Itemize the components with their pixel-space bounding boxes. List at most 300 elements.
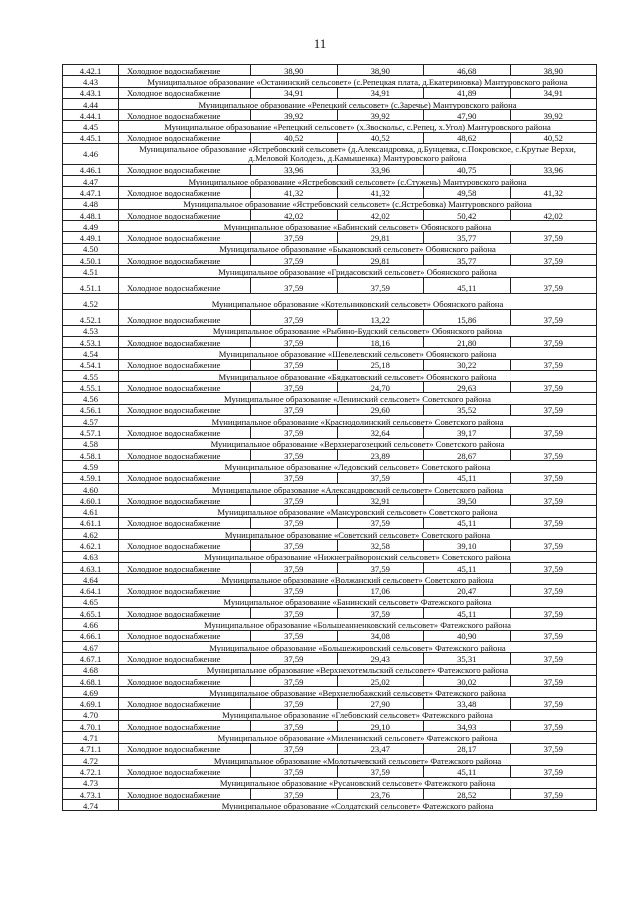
- row-code: 4.73.1: [63, 788, 119, 799]
- row-code: 4.43: [63, 76, 119, 87]
- tariff-value: 33,96: [251, 164, 338, 175]
- municipality-name: Муниципальное образование «Ленинский сельсовет» Советского района: [119, 393, 597, 404]
- tariff-value: 45,11: [424, 562, 511, 573]
- municipality-name: Муниципальное образование «Гридасовский сельсовет» Обоянского района: [119, 266, 597, 277]
- tariff-value: 37,59: [510, 336, 597, 347]
- municipality-heading-row: [63, 76, 597, 87]
- row-code: 4.74: [63, 800, 119, 811]
- tariff-value: 21,80: [424, 336, 511, 347]
- tariff-row: [63, 449, 597, 460]
- municipality-heading-row: [63, 732, 597, 743]
- row-code: 4.65.1: [63, 608, 119, 619]
- municipality-name: Муниципальное образование «Большеанненковский сельсовет» Фатежского района: [119, 619, 597, 630]
- tariff-row: [63, 382, 597, 393]
- municipality-name: Муниципальное образование «Краснодолинский сельсовет» Советского района: [119, 416, 597, 427]
- tariff-value: 37,59: [510, 562, 597, 573]
- municipality-heading-row: [63, 348, 597, 359]
- tariff-value: 41,32: [251, 187, 338, 198]
- municipality-name: Муниципальное образование «Ястребовский сельсовет» (с.Стужень) Мантуровского района: [119, 175, 597, 186]
- tariff-value: 27,90: [337, 698, 424, 709]
- service-name: Холодное водоснабжение: [119, 721, 251, 732]
- row-code: 4.73: [63, 777, 119, 788]
- tariff-value: 47,90: [424, 110, 511, 121]
- tariff-value: 37,59: [337, 766, 424, 777]
- tariff-value: 37,59: [337, 472, 424, 483]
- tariff-value: 33,48: [424, 698, 511, 709]
- tariff-value: 41,32: [337, 187, 424, 198]
- municipality-heading-row: [63, 687, 597, 698]
- service-name: Холодное водоснабжение: [119, 309, 251, 325]
- tariff-value: 17,06: [337, 585, 424, 596]
- row-code: 4.64: [63, 574, 119, 585]
- tariff-value: 20,47: [424, 585, 511, 596]
- row-code: 4.48: [63, 198, 119, 209]
- municipality-name: Муниципальное образование «Нижнеграйворонский сельсовет» Советского района: [119, 551, 597, 562]
- row-code: 4.71.1: [63, 743, 119, 754]
- municipality-heading-row: [63, 596, 597, 607]
- tariff-value: 42,02: [251, 209, 338, 220]
- tariff-value: 29,10: [337, 721, 424, 732]
- tariff-value: 35,52: [424, 404, 511, 415]
- tariff-value: 40,52: [251, 132, 338, 143]
- tariff-value: 37,59: [251, 540, 338, 551]
- municipality-name: Муниципальное образование «Волжанский сельсовет» Советского района: [119, 574, 597, 585]
- tariff-table: [62, 64, 597, 811]
- service-name: Холодное водоснабжение: [119, 608, 251, 619]
- tariff-value: 28,67: [424, 449, 511, 460]
- tariff-row: [63, 540, 597, 551]
- municipality-name: Муниципальное образование «Советский сельсовет» Советского района: [119, 528, 597, 539]
- row-code: 4.55.1: [63, 382, 119, 393]
- row-code: 4.51.1: [63, 277, 119, 293]
- tariff-value: 37,59: [251, 382, 338, 393]
- tariff-value: 42,02: [337, 209, 424, 220]
- tariff-value: 37,59: [510, 382, 597, 393]
- tariff-value: 37,59: [510, 698, 597, 709]
- municipality-name: Муниципальное образование «Миленинский сельсовет» Фатежского района: [119, 732, 597, 743]
- service-name: Холодное водоснабжение: [119, 255, 251, 266]
- row-code: 4.44.1: [63, 110, 119, 121]
- tariff-row: [63, 309, 597, 325]
- tariff-value: 23,47: [337, 743, 424, 754]
- row-code: 4.54.1: [63, 359, 119, 370]
- tariff-row: [63, 232, 597, 243]
- tariff-value: 28,17: [424, 743, 511, 754]
- service-name: Холодное водоснабжение: [119, 585, 251, 596]
- tariff-value: 45,11: [424, 766, 511, 777]
- row-code: 4.59: [63, 461, 119, 472]
- service-name: Холодное водоснабжение: [119, 630, 251, 641]
- page-number: 11: [313, 36, 327, 51]
- tariff-value: 37,59: [337, 517, 424, 528]
- row-code: 4.56.1: [63, 404, 119, 415]
- service-name: Холодное водоснабжение: [119, 164, 251, 175]
- tariff-value: 33,96: [337, 164, 424, 175]
- row-code: 4.51: [63, 266, 119, 277]
- tariff-value: 37,59: [251, 336, 338, 347]
- tariff-value: 37,59: [510, 255, 597, 266]
- tariff-value: 37,59: [510, 495, 597, 506]
- row-code: 4.44: [63, 98, 119, 109]
- tariff-value: 48,62: [424, 132, 511, 143]
- tariff-row: [63, 277, 597, 293]
- row-code: 4.68.1: [63, 675, 119, 686]
- tariff-value: 40,90: [424, 630, 511, 641]
- tariff-value: 37,59: [251, 562, 338, 573]
- municipality-name: Муниципальное образование «Банинский сельсовет» Фатежского района: [119, 596, 597, 607]
- tariff-value: 37,59: [251, 653, 338, 664]
- tariff-value: 37,59: [510, 540, 597, 551]
- tariff-value: 50,42: [424, 209, 511, 220]
- tariff-value: 25,02: [337, 675, 424, 686]
- municipality-heading-row: [63, 709, 597, 720]
- tariff-value: 29,63: [424, 382, 511, 393]
- row-code: 4.46: [63, 144, 119, 165]
- municipality-name: Муниципальное образование «Молотычевский сельсовет» Фатежского района: [119, 754, 597, 765]
- service-name: Холодное водоснабжение: [119, 232, 251, 243]
- tariff-value: 25,18: [337, 359, 424, 370]
- tariff-row: [63, 132, 597, 143]
- municipality-name: Муниципальное образование «Верхнерагозецкий сельсовет» Советского района: [119, 438, 597, 449]
- tariff-value: 37,59: [510, 232, 597, 243]
- tariff-value: 37,59: [510, 585, 597, 596]
- tariff-row: [63, 788, 597, 799]
- row-code: 4.64.1: [63, 585, 119, 596]
- tariff-value: 13,22: [337, 309, 424, 325]
- tariff-row: [63, 87, 597, 98]
- tariff-value: 39,50: [424, 495, 511, 506]
- tariff-value: 37,59: [337, 277, 424, 293]
- row-code: 4.50: [63, 243, 119, 254]
- row-code: 4.48.1: [63, 209, 119, 220]
- tariff-value: 45,11: [424, 472, 511, 483]
- row-code: 4.50.1: [63, 255, 119, 266]
- tariff-value: 38,90: [337, 65, 424, 76]
- tariff-value: 34,91: [337, 87, 424, 98]
- tariff-value: 37,59: [251, 255, 338, 266]
- tariff-value: 30,02: [424, 675, 511, 686]
- tariff-value: 37,59: [251, 608, 338, 619]
- tariff-value: 37,59: [510, 608, 597, 619]
- service-name: Холодное водоснабжение: [119, 540, 251, 551]
- row-code: 4.72: [63, 754, 119, 765]
- row-code: 4.49.1: [63, 232, 119, 243]
- tariff-value: 37,59: [251, 309, 338, 325]
- tariff-row: [63, 164, 597, 175]
- tariff-value: 37,59: [251, 788, 338, 799]
- tariff-value: 37,59: [510, 517, 597, 528]
- tariff-value: 37,59: [251, 517, 338, 528]
- tariff-value: 40,52: [510, 132, 597, 143]
- tariff-value: 23,89: [337, 449, 424, 460]
- municipality-heading-row: [63, 325, 597, 336]
- tariff-value: 35,31: [424, 653, 511, 664]
- tariff-value: 40,52: [337, 132, 424, 143]
- row-code: 4.71: [63, 732, 119, 743]
- municipality-name: Муниципальное образование «Солдатский сельсовет» Фатежского района: [119, 800, 597, 811]
- municipality-heading-row: [63, 144, 597, 165]
- tariff-value: 37,59: [251, 766, 338, 777]
- tariff-value: 37,59: [510, 309, 597, 325]
- service-name: Холодное водоснабжение: [119, 427, 251, 438]
- tariff-value: 37,59: [510, 721, 597, 732]
- service-name: Холодное водоснабжение: [119, 472, 251, 483]
- row-code: 4.57: [63, 416, 119, 427]
- row-code: 4.43.1: [63, 87, 119, 98]
- municipality-heading-row: [63, 461, 597, 472]
- tariff-value: 45,11: [424, 277, 511, 293]
- row-code: 4.66.1: [63, 630, 119, 641]
- tariff-value: 29,81: [337, 232, 424, 243]
- tariff-value: 29,43: [337, 653, 424, 664]
- tariff-row: [63, 653, 597, 664]
- tariff-value: 39,10: [424, 540, 511, 551]
- municipality-name: Муниципальное образование «Глебовский сельсовет» Фатежского района: [119, 709, 597, 720]
- row-code: 4.56: [63, 393, 119, 404]
- row-code: 4.70.1: [63, 721, 119, 732]
- tariff-value: 35,77: [424, 232, 511, 243]
- tariff-value: 41,89: [424, 87, 511, 98]
- tariff-value: 37,59: [510, 472, 597, 483]
- tariff-value: 37,59: [251, 232, 338, 243]
- tariff-value: 23,76: [337, 788, 424, 799]
- tariff-value: 46,68: [424, 65, 511, 76]
- tariff-row: [63, 743, 597, 754]
- municipality-name: Муниципальное образование «Шевелевский сельсовет» Обоянского района: [119, 348, 597, 359]
- row-code: 4.58: [63, 438, 119, 449]
- row-code: 4.69: [63, 687, 119, 698]
- row-code: 4.63: [63, 551, 119, 562]
- municipality-heading-row: [63, 293, 597, 309]
- row-code: 4.53: [63, 325, 119, 336]
- service-name: Холодное водоснабжение: [119, 65, 251, 76]
- tariff-value: 28,52: [424, 788, 511, 799]
- tariff-value: 37,59: [510, 427, 597, 438]
- tariff-row: [63, 65, 597, 76]
- tariff-row: [63, 336, 597, 347]
- row-code: 4.61: [63, 506, 119, 517]
- service-name: Холодное водоснабжение: [119, 209, 251, 220]
- tariff-row: [63, 427, 597, 438]
- row-code: 4.53.1: [63, 336, 119, 347]
- row-code: 4.65: [63, 596, 119, 607]
- service-name: Холодное водоснабжение: [119, 698, 251, 709]
- tariff-value: 37,59: [251, 449, 338, 460]
- row-code: 4.46.1: [63, 164, 119, 175]
- tariff-row: [63, 675, 597, 686]
- municipality-name: Муниципальное образование «Репецкий сельсовет» (с.Заречье) Мантуровского района: [119, 98, 597, 109]
- service-name: Холодное водоснабжение: [119, 132, 251, 143]
- tariff-value: 37,59: [251, 721, 338, 732]
- row-code: 4.45: [63, 121, 119, 132]
- row-code: 4.47.1: [63, 187, 119, 198]
- tariff-row: [63, 608, 597, 619]
- municipality-heading-row: [63, 483, 597, 494]
- row-code: 4.67: [63, 641, 119, 652]
- tariff-value: 29,60: [337, 404, 424, 415]
- tariff-value: 37,59: [510, 404, 597, 415]
- tariff-value: 15,86: [424, 309, 511, 325]
- tariff-value: 37,59: [251, 495, 338, 506]
- service-name: Холодное водоснабжение: [119, 382, 251, 393]
- tariff-row: [63, 359, 597, 370]
- row-code: 4.59.1: [63, 472, 119, 483]
- tariff-value: 37,59: [337, 562, 424, 573]
- row-code: 4.49: [63, 221, 119, 232]
- tariff-value: 35,77: [424, 255, 511, 266]
- tariff-value: 39,92: [337, 110, 424, 121]
- row-code: 4.47: [63, 175, 119, 186]
- tariff-value: 37,59: [251, 359, 338, 370]
- row-code: 4.45.1: [63, 132, 119, 143]
- municipality-heading-row: [63, 754, 597, 765]
- municipality-heading-row: [63, 416, 597, 427]
- tariff-row: [63, 766, 597, 777]
- municipality-heading-row: [63, 777, 597, 788]
- tariff-table-body: [63, 65, 597, 811]
- municipality-name: Муниципальное образование «Мансуровский сельсовет» Советского района: [119, 506, 597, 517]
- tariff-value: 37,59: [337, 608, 424, 619]
- municipality-heading-row: [63, 528, 597, 539]
- tariff-value: 40,75: [424, 164, 511, 175]
- municipality-name: Муниципальное образование «Большежировский сельсовет» Фатежского района: [119, 641, 597, 652]
- row-code: 4.61.1: [63, 517, 119, 528]
- service-name: Холодное водоснабжение: [119, 675, 251, 686]
- municipality-name: Муниципальное образование «Верхнелюбажский сельсовет» Фатежского района: [119, 687, 597, 698]
- service-name: Холодное водоснабжение: [119, 743, 251, 754]
- tariff-value: 37,59: [510, 277, 597, 293]
- service-name: Холодное водоснабжение: [119, 277, 251, 293]
- municipality-name: Муниципальное образование «Русановский сельсовет» Фатежского района: [119, 777, 597, 788]
- service-name: Холодное водоснабжение: [119, 404, 251, 415]
- row-code: 4.72.1: [63, 766, 119, 777]
- tariff-row: [63, 517, 597, 528]
- tariff-value: 24,70: [337, 382, 424, 393]
- municipality-heading-row: [63, 221, 597, 232]
- municipality-heading-row: [63, 243, 597, 254]
- tariff-value: 32,91: [337, 495, 424, 506]
- municipality-heading-row: [63, 121, 597, 132]
- row-code: 4.58.1: [63, 449, 119, 460]
- tariff-value: 34,91: [510, 87, 597, 98]
- municipality-heading-row: [63, 393, 597, 404]
- tariff-value: 37,59: [510, 359, 597, 370]
- service-name: Холодное водоснабжение: [119, 495, 251, 506]
- tariff-value: 37,59: [510, 630, 597, 641]
- row-code: 4.62.1: [63, 540, 119, 551]
- municipality-name: Муниципальное образование «Ястребовский сельсовет» (с.Ястребовка) Мантуровского района: [119, 198, 597, 209]
- municipality-name: Муниципальное образование «Ястребовский сельсовет» (д.Александровка, д.Бунцевка, с.Покровское, с.Крутые Верхи, д.Меловой Колодезь, д.Камышенка) Мантуровского района: [119, 144, 597, 165]
- municipality-name: Муниципальное образование «Верхнехотемльский сельсовет» Фатежского района: [119, 664, 597, 675]
- municipality-heading-row: [63, 574, 597, 585]
- tariff-value: 32,58: [337, 540, 424, 551]
- tariff-value: 45,11: [424, 517, 511, 528]
- municipality-name: Муниципальное образование «Рыбино-Будский сельсовет» Обоянского района: [119, 325, 597, 336]
- row-code: 4.42.1: [63, 65, 119, 76]
- service-name: Холодное водоснабжение: [119, 517, 251, 528]
- tariff-value: 37,59: [510, 766, 597, 777]
- tariff-row: [63, 472, 597, 483]
- municipality-heading-row: [63, 98, 597, 109]
- municipality-heading-row: [63, 175, 597, 186]
- service-name: Холодное водоснабжение: [119, 87, 251, 98]
- municipality-heading-row: [63, 619, 597, 630]
- tariff-value: 37,59: [251, 743, 338, 754]
- municipality-heading-row: [63, 800, 597, 811]
- tariff-value: 37,59: [251, 698, 338, 709]
- municipality-name: Муниципальное образование «Быкановский сельсовет» Обоянского района: [119, 243, 597, 254]
- tariff-row: [63, 209, 597, 220]
- row-code: 4.54: [63, 348, 119, 359]
- row-code: 4.69.1: [63, 698, 119, 709]
- tariff-value: 18,16: [337, 336, 424, 347]
- tariff-value: 37,59: [510, 449, 597, 460]
- tariff-row: [63, 698, 597, 709]
- tariff-value: 41,32: [510, 187, 597, 198]
- tariff-row: [63, 404, 597, 415]
- tariff-row: [63, 630, 597, 641]
- row-code: 4.55: [63, 370, 119, 381]
- tariff-value: 37,59: [251, 472, 338, 483]
- tariff-value: 33,96: [510, 164, 597, 175]
- service-name: Холодное водоснабжение: [119, 449, 251, 460]
- row-code: 4.68: [63, 664, 119, 675]
- tariff-row: [63, 495, 597, 506]
- tariff-value: 34,08: [337, 630, 424, 641]
- row-code: 4.52.1: [63, 309, 119, 325]
- tariff-row: [63, 562, 597, 573]
- municipality-heading-row: [63, 664, 597, 675]
- municipality-name: Муниципальное образование «Александровский сельсовет» Советского района: [119, 483, 597, 494]
- tariff-value: 32,64: [337, 427, 424, 438]
- service-name: Холодное водоснабжение: [119, 187, 251, 198]
- tariff-value: 49,58: [424, 187, 511, 198]
- tariff-value: 42,02: [510, 209, 597, 220]
- service-name: Холодное водоснабжение: [119, 336, 251, 347]
- tariff-value: 45,11: [424, 608, 511, 619]
- tariff-value: 39,92: [510, 110, 597, 121]
- row-code: 4.52: [63, 293, 119, 309]
- tariff-value: 37,59: [251, 427, 338, 438]
- row-code: 4.62: [63, 528, 119, 539]
- municipality-name: Муниципальное образование «Ледовский сельсовет» Советского района: [119, 461, 597, 472]
- tariff-value: 38,90: [251, 65, 338, 76]
- tariff-value: 30,22: [424, 359, 511, 370]
- row-code: 4.63.1: [63, 562, 119, 573]
- municipality-heading-row: [63, 438, 597, 449]
- tariff-value: 39,92: [251, 110, 338, 121]
- tariff-row: [63, 721, 597, 732]
- tariff-value: 37,59: [251, 585, 338, 596]
- tariff-row: [63, 187, 597, 198]
- tariff-value: 38,90: [510, 65, 597, 76]
- municipality-heading-row: [63, 370, 597, 381]
- row-code: 4.67.1: [63, 653, 119, 664]
- municipality-name: Муниципальное образование «Котельниковский сельсовет» Обоянского района: [119, 293, 597, 309]
- tariff-value: 29,81: [337, 255, 424, 266]
- municipality-heading-row: [63, 266, 597, 277]
- tariff-value: 37,59: [510, 788, 597, 799]
- row-code: 4.57.1: [63, 427, 119, 438]
- service-name: Холодное водоснабжение: [119, 653, 251, 664]
- tariff-value: 39,17: [424, 427, 511, 438]
- municipality-name: Муниципальное образование «Бабинский сельсовет» Обоянского района: [119, 221, 597, 232]
- municipality-heading-row: [63, 641, 597, 652]
- row-code: 4.60: [63, 483, 119, 494]
- tariff-row: [63, 110, 597, 121]
- tariff-value: 37,59: [510, 653, 597, 664]
- row-code: 4.70: [63, 709, 119, 720]
